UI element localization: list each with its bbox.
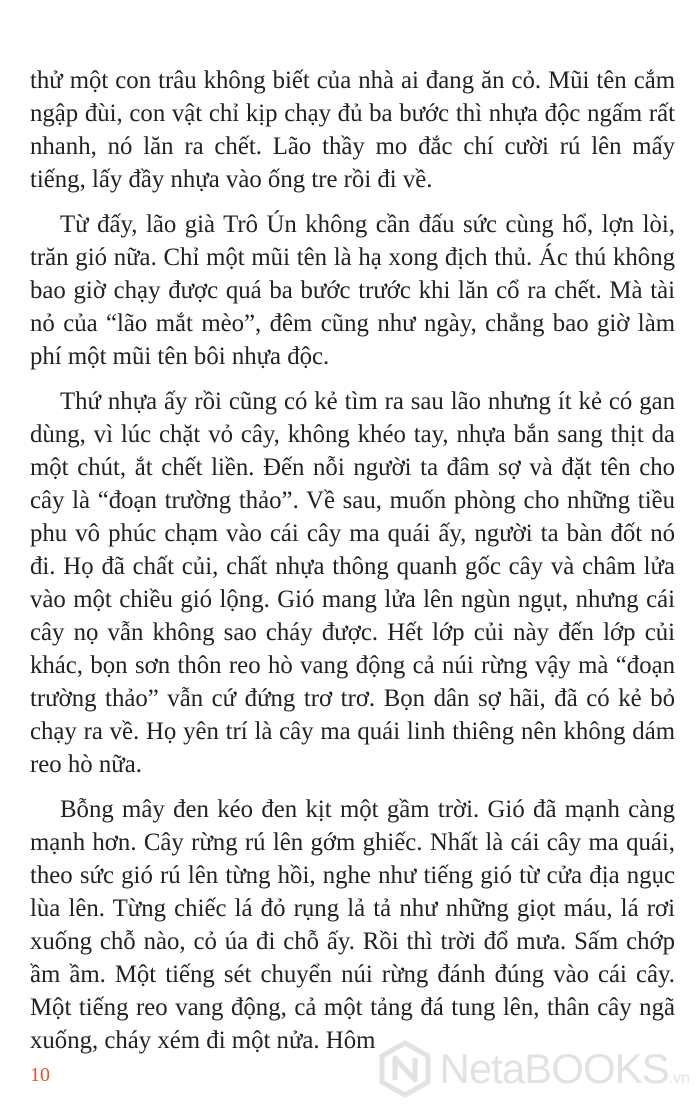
watermark-brand: NetaBOOKS (439, 1045, 669, 1092)
paragraph-3: Thứ nhựa ấy rồi cũng có kẻ tìm ra sau lão nhưng ít kẻ có gan dùng, vì lúc chặt vỏ cây, không khéo tay, nhựa bắn sang thịt da một chút, ắt chết liền. Đến nỗi người ta đâm sợ và đặt tên cho cây là “đoạn trường thảo”. Về sau, muốn phòng cho những tiều phu vô phúc chạm vào cái cây ma quái ấy, người ta bàn đốt nó đi. Họ đã chất củi, chất nhựa thông quanh gốc cây và châm lửa vào một chiều gió lộng. Gió mang lửa lên ngùn ngụt, nhưng cái cây nọ vẫn không sao cháy được. Hết lớp củi này đến lớp củi khác, bọn sơn thôn reo hò vang động cả núi rừng vậy mà “đoạn trường thảo” vẫn cứ đứng trơ trơ. Bọn dân sợ hãi, đã có kẻ bỏ chạy ra về. Họ yên trí là cây ma quái linh thiêng nên không dám reo hò nữa. (30, 388, 675, 778)
page-number: 10 (30, 1064, 50, 1086)
watermark (376, 1040, 690, 1098)
paragraph-4: Bỗng mây đen kéo đen kịt một gầm trời. Gió đã mạnh càng mạnh hơn. Cây rừng rú lên gớm ghiếc. Nhất là cái cây ma quái, theo sức gió rú lên từng hồi, nghe như tiếng gió từ cửa địa ngục lùa lên. Từng chiếc lá đỏ rụng lả tả như những giọt máu, lá rơi xuống chỗ nào, cỏ úa đi chỗ ấy. Rồi thì trời đổ mưa. Sấm chớp ầm ầm. Một tiếng sét chuyển núi rừng đánh đúng vào cái cây. Một tiếng reo vang động, cả một tảng đá tung lên, thân cây ngã xuống, cháy xém đi một nửa. Hôm (30, 796, 675, 1054)
paragraph-2: Từ đấy, lão già Trô Ún không cần đấu sức cùng hổ, lợn lòi, trăn gió nữa. Chỉ một mũi tên là hạ xong địch thủ. Ác thú không bao giờ chạy được quá ba bước trước khi lăn cổ ra chết. Mà tài nỏ của “lão mắt mèo”, đêm cũng như ngày, chẳng bao giờ làm phí một mũi tên bôi nhựa độc. (30, 211, 675, 370)
netabooks-logo-icon (376, 1040, 434, 1098)
page-body (30, 64, 675, 1069)
watermark-suffix: .vn (668, 1070, 690, 1087)
paragraph-1: thử một con trâu không biết của nhà ai đang ăn cỏ. Mũi tên cắm ngập đùi, con vật chỉ kịp chạy đủ ba bước thì nhựa độc ngấm rất nhanh, nó lăn ra chết. Lão thầy mo đắc chí cười rú lên mấy tiếng, lấy đầy nhựa vào ống tre rồi đi về. (30, 67, 675, 193)
